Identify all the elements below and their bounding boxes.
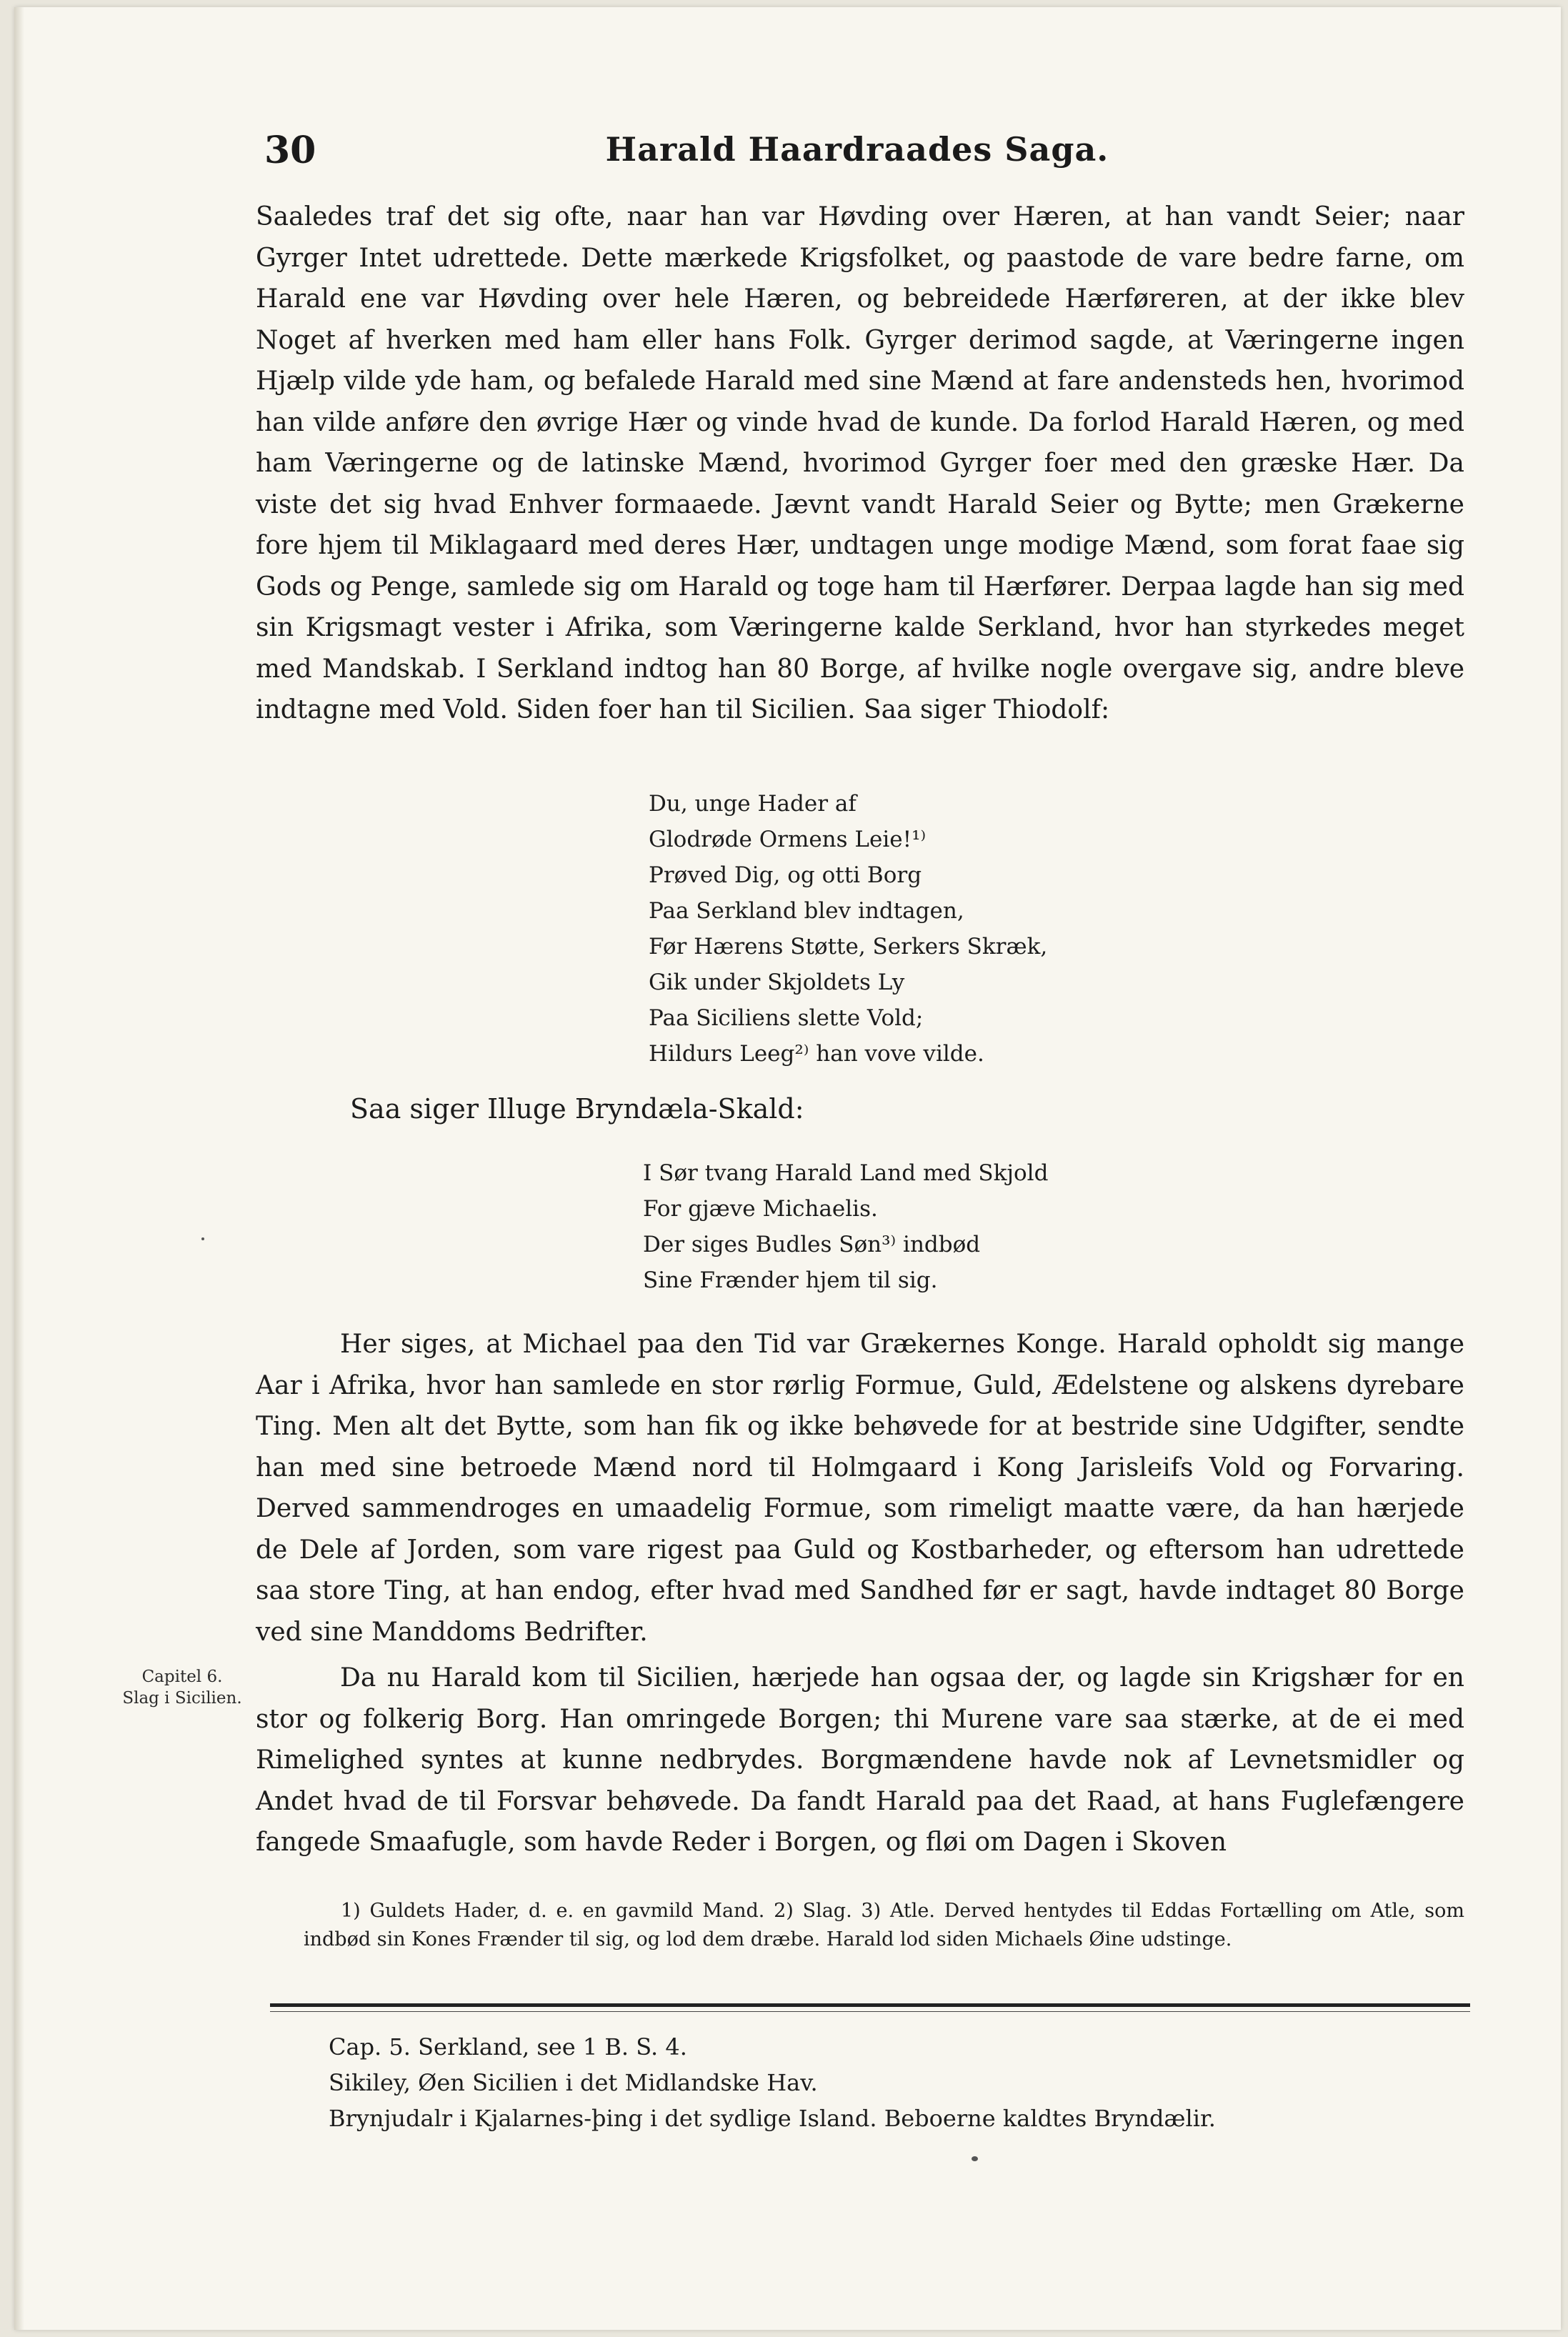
verse-line: Hildurs Leeg²⁾ han vove vilde.	[649, 1041, 984, 1067]
running-title: Harald Haardraades Saga.	[605, 130, 1109, 169]
verse-line: Du, unge Hader af	[649, 791, 857, 817]
margin-note	[100, 1666, 264, 1709]
divider-rule-thin	[270, 2011, 1470, 2012]
page-number: 30	[264, 129, 316, 172]
verse-line: I Sør tvang Harald Land med Skjold	[643, 1160, 1049, 1186]
page-edge-shadow	[14, 7, 24, 2330]
verse-illuge	[643, 1155, 1048, 1298]
footnotes: 1) Guldets Hader, d. e. en gavmild Mand. 2) Slag. 3) Atle. Derved hentydes til Eddas Fortælling om Atle, som indbød sin Kones Frænder til sig, og lod dem dræbe. Harald lod siden Michaels Øine udstinge.	[304, 1900, 1464, 1950]
verse-line: Før Hærens Støtte, Serkers Skræk,	[649, 934, 1048, 960]
verse-thiodolf	[649, 786, 1047, 1072]
note-line: Cap. 5. Serkland, see 1 B. S. 4.	[329, 2033, 687, 2061]
note-line: Brynjudalr i Kjalarnes-þing i det sydlige Island. Beboerne kaldtes Bryndælir.	[329, 2105, 1216, 2132]
margin-note-chapter: Capitel 6.	[141, 1668, 223, 1686]
verse-line: Paa Serkland blev indtagen,	[649, 898, 964, 924]
book-page	[14, 7, 1561, 2330]
verse-line: Gik under Skjoldets Ly	[649, 970, 905, 995]
note-line: Sikiley, Øen Sicilien i det Midlandske Hav.	[329, 2069, 818, 2096]
verse-line: Der siges Budles Søn³⁾ indbød	[643, 1232, 981, 1257]
verse-line: Glodrøde Ormens Leie!¹⁾	[649, 827, 927, 852]
page-header	[250, 129, 1464, 179]
ink-speck	[972, 2156, 978, 2161]
verse-line: Prøved Dig, og otti Borg	[649, 862, 922, 888]
editor-notes	[329, 2029, 1464, 2136]
verse-intro: Saa siger Illuge Bryndæla-Skald:	[350, 1093, 804, 1125]
verse-line: For gjæve Michaelis.	[643, 1196, 878, 1222]
verse-line: Sine Frænder hjem til sig.	[643, 1267, 938, 1293]
divider-rule	[270, 2003, 1470, 2007]
paragraph-2: Her siges, at Michael paa den Tid var Grækernes Konge. Harald opholdt sig mange Aar i Afrika, hvor han samlede en stor rørlig Formue, Guld, Ædelstene og alskens dyrebare Ting. Men alt det Bytte, som han fik og ikke behøvede for at bestride sine Udgifter, sendte han med sine betroede Mænd nord til Holmgaard i Kong Jarisleifs Vold og Forvaring. Derved sammendroges en umaadelig Formue, som rimeligt maatte være, da han hærjede de Dele af Jorden, som vare rigest paa Guld og Kostbarheder, og eftersom han udrettede saa store Ting, at han endog, efter hvad med Sandhed før er sagt, havde indtaget 80 Borge ved sine Manddoms Bedrifter.	[256, 1330, 1464, 1647]
margin-note-subject: Slag i Sicilien.	[122, 1689, 242, 1708]
verse-line: Paa Siciliens slette Vold;	[649, 1005, 924, 1031]
paragraph-1: Saaledes traf det sig ofte, naar han var Høvding over Hæren, at han vandt Seier; naar Gyrger Intet udrettede. Dette mærkede Krigsfolket, og paastode de vare bedre farne, om Harald ene var Høvding over hele Hæren, og bebreidede Hærføreren, at der ikke blev Noget af hverken med ham eller hans Folk. Gyrger derimod sagde, at Væringerne ingen Hjælp vilde yde ham, og befalede Harald med sine Mænd at fare andensteds hen, hvorimod han vilde anføre den øvrige Hær og vinde hvad de kunde. Da forlod Harald Hæren, og med ham Væringerne og de latinske Mænd, hvorimod Gyrger foer med den græske Hær. Da viste det sig hvad Enhver formaaede. Jævnt vandt Harald Seier og Bytte; men Grækerne fore hjem til Miklagaard med deres Hær, undtagen unge modige Mænd, som forat faae sig Gods og Penge, samlede sig om Harald og toge ham til Hærfører. Derpaa lagde han sig med sin Krigsmagt vester i Afrika, som Væringerne kalde Serkland, hvor han styrkedes meget med Mandskab. I Serkland indtog han 80 Borge, af hvilke nogle overgave sig, andre bleve indtagne med Vold. Siden foer han til Sicilien. Saa siger Thiodolf:	[256, 202, 1464, 724]
paragraph-3: Da nu Harald kom til Sicilien, hærjede han ogsaa der, og lagde sin Krigshær for en stor og folkerig Borg. Han omringede Borgen; thi Murene vare saa stærke, at de ei med Rimelighed syntes at kunne nedbrydes. Borgmændene havde nok af Levnetsmidler og Andet hvad de til Forsvar behøvede. Da fandt Harald paa det Raad, at hans Fuglefængere fangede Smaafugle, som havde Reder i Borgen, og fløi om Dagen i Skoven	[256, 1663, 1464, 1857]
ink-speck	[201, 1237, 204, 1240]
